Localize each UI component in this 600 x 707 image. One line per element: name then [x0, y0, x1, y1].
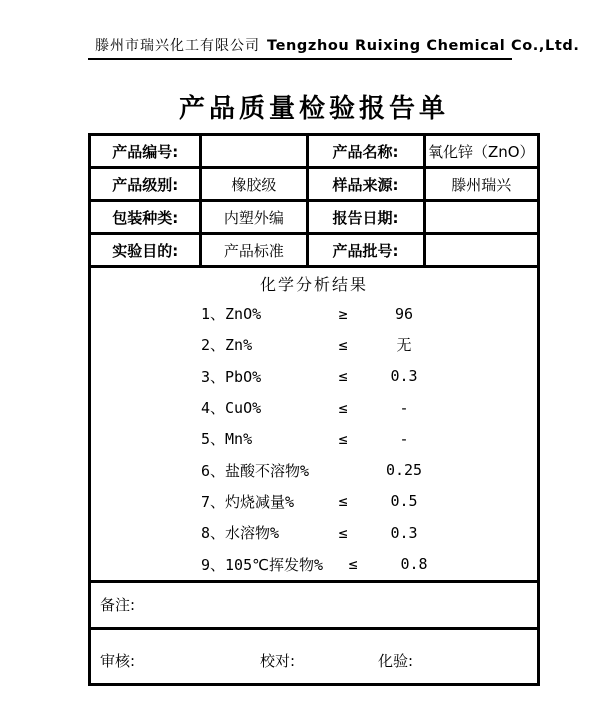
analysis-item-operator: ≥	[338, 304, 348, 323]
analysis-row	[91, 486, 537, 517]
analysis-row	[91, 298, 537, 329]
label-sample-source: 样品来源:	[309, 169, 423, 199]
label-test-purpose: 实验目的:	[91, 235, 199, 265]
remarks-label: 备注:	[100, 596, 136, 615]
company-names	[95, 35, 579, 58]
analysis-item-value: -	[399, 398, 409, 417]
company-name-cn: 滕州市瑞兴化工有限公司	[95, 38, 260, 54]
analysis-title: 化学分析结果	[259, 275, 368, 294]
analysis-item-value: 0.25	[385, 461, 423, 480]
remarks-cell	[91, 583, 537, 627]
signoff-cell	[91, 630, 537, 683]
label-product-code: 产品编号:	[91, 136, 199, 166]
analysis-item-value: 96	[394, 304, 414, 323]
value-test-purpose: 产品标准	[202, 235, 305, 265]
label-product-name: 产品名称:	[309, 136, 423, 166]
value-sample-source: 滕州瑞兴	[426, 169, 537, 199]
analysis-item-operator: ≤	[338, 398, 348, 417]
analysis-row	[91, 517, 537, 548]
analysis-row	[91, 361, 537, 392]
label-batch-number: 产品批号:	[309, 235, 423, 265]
analysis-item-name: 3、PbO%	[201, 367, 262, 386]
analysis-item-operator: ≤	[338, 523, 348, 542]
info-row-1	[91, 136, 537, 166]
label-report-date: 报告日期:	[309, 202, 423, 232]
analysis-item-value: 0.3	[390, 367, 418, 386]
analysis-item-value: 无	[396, 336, 412, 355]
proofread-label: 校对:	[260, 652, 296, 671]
analysis-item-operator: ≤	[338, 429, 348, 448]
review-label: 审核:	[100, 652, 136, 671]
analysis-item-name: 8、水溶物%	[201, 524, 280, 543]
value-product-code	[202, 136, 305, 166]
label-package-type: 包装种类:	[91, 202, 199, 232]
analysis-item-value: 0.3	[390, 523, 418, 542]
analysis-item-name: 5、Mn%	[201, 430, 253, 449]
analysis-item-name: 4、CuO%	[201, 399, 262, 418]
analysis-row	[91, 329, 537, 360]
value-package-type: 内塑外编	[202, 202, 305, 232]
info-row-4	[91, 235, 537, 265]
analysis-row	[91, 454, 537, 485]
info-row-2	[91, 169, 537, 199]
analysis-row	[91, 392, 537, 423]
info-row-3	[91, 202, 537, 232]
label-product-grade: 产品级别:	[91, 169, 199, 199]
analysis-item-value: 0.5	[390, 492, 418, 511]
company-name-en: Tengzhou Ruixing Chemical Co.,Ltd.	[267, 38, 580, 54]
analysis-item-name: 9、105℃挥发物%	[201, 555, 323, 574]
analysis-item-name: 1、ZnO%	[201, 305, 262, 324]
signoff-labels	[100, 650, 537, 671]
company-header	[88, 14, 580, 60]
value-product-grade: 橡胶级	[202, 169, 305, 199]
analysis-item-operator: ≤	[338, 492, 348, 511]
remarks-row	[91, 583, 537, 627]
analysis-item-operator: ≤	[338, 367, 348, 386]
page-title: 产品质量检验报告单	[178, 94, 449, 124]
analysis-item-operator: ≤	[348, 555, 358, 574]
report-table	[88, 133, 540, 686]
analysis-section	[91, 268, 537, 580]
analysis-item-value: -	[399, 429, 409, 448]
analysis-row	[91, 423, 537, 454]
signoff-row	[91, 630, 537, 683]
analysis-item-operator: ≤	[338, 335, 348, 354]
value-report-date	[426, 202, 537, 232]
analysis-list	[91, 298, 537, 580]
analysis-item-name: 7、灼烧减量%	[201, 492, 295, 511]
test-label: 化验:	[378, 652, 414, 671]
analysis-item-name: 2、Zn%	[201, 336, 253, 355]
analysis-section-row	[91, 268, 537, 580]
value-batch-number	[426, 235, 537, 265]
value-product-name: 氧化锌（ZnO）	[426, 136, 537, 166]
analysis-item-value: 0.8	[400, 555, 428, 574]
analysis-row	[91, 548, 537, 579]
analysis-item-name: 6、盐酸不溶物%	[201, 461, 310, 480]
